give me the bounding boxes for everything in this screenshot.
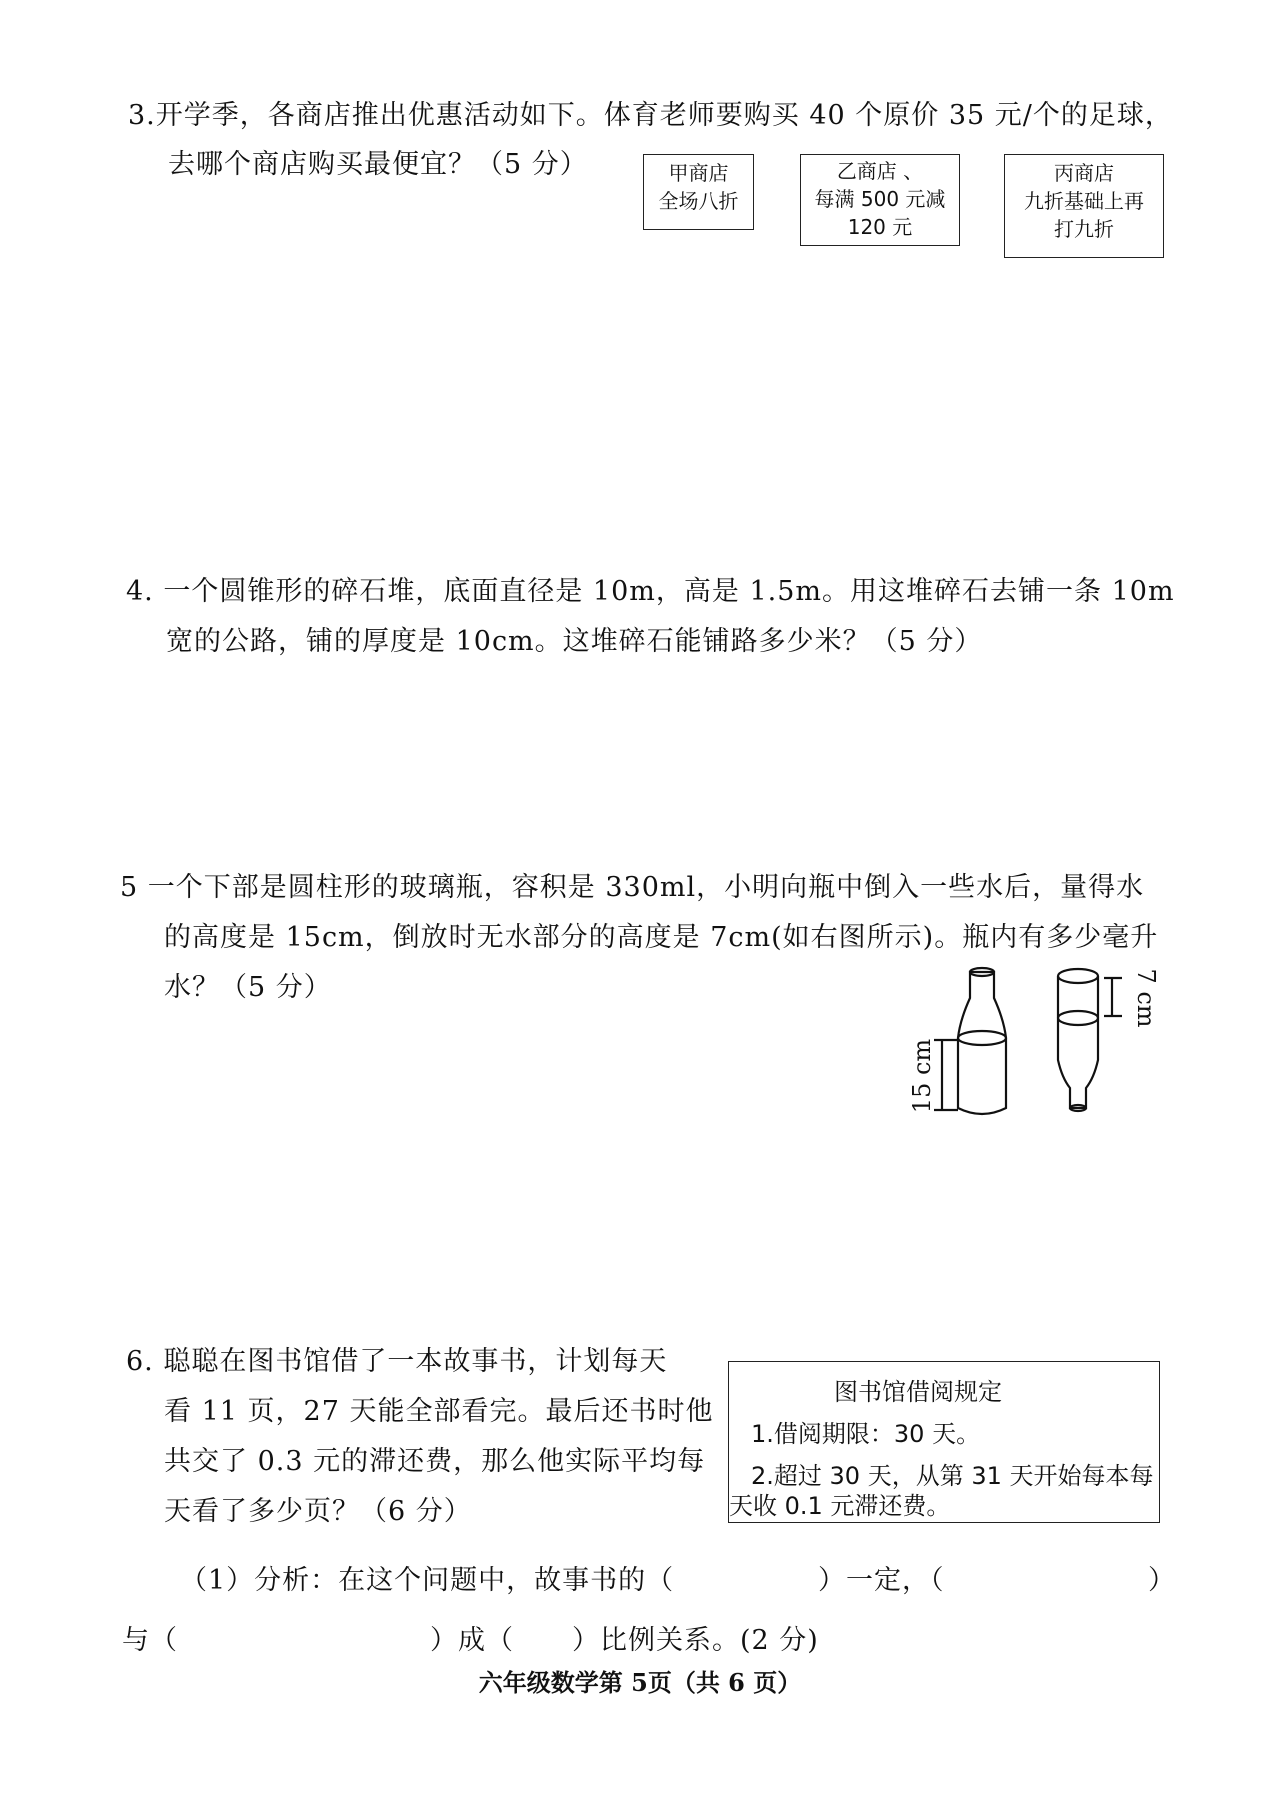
q4-text-line1: 4. 一个圆锥形的碎石堆，底面直径是 10m，高是 1.5m。用这堆碎石去铺一条 10m: [126, 576, 1175, 607]
q3-text-line2: 去哪个商店购买最便宜？（5 分）: [168, 149, 588, 180]
library-rule-3: 天收 0.1 元滞还费。: [729, 1492, 951, 1520]
inverted-water-surface: [1058, 1011, 1098, 1025]
shop-jia-line: 全场八折: [658, 189, 739, 213]
inverted-bottle-outline: [1058, 976, 1098, 1108]
q6-text-line1: 6. 聪聪在图书馆借了一本故事书，计划每天: [126, 1346, 668, 1377]
q6-sub1-part-c: ）: [1148, 1565, 1176, 1596]
q3-text-line1: 3.开学季，各商店推出优惠活动如下。体育老师要购买 40 个原价 35 元/个的足球，: [128, 100, 1173, 131]
q5-text-line2: 的高度是 15cm，倒放时无水部分的高度是 7cm(如右图所示)。瓶内有多少毫升: [164, 922, 1159, 953]
upright-water-surface: [958, 1031, 1006, 1045]
shop-yi-line: 每满 500 元减: [814, 187, 946, 211]
library-rules-box: [728, 1361, 1160, 1523]
inverted-bottle-top: [1058, 969, 1098, 983]
shop-bing-box: [1004, 154, 1164, 258]
library-rules-title: 图书馆借阅规定: [834, 1378, 1002, 1406]
q4-text-line2: 宽的公路，铺的厚度是 10cm。这堆碎石能铺路多少米？（5 分）: [166, 626, 983, 657]
library-rule-1: 1.借阅期限：30 天。: [751, 1420, 981, 1448]
label-15cm: 15 cm: [908, 1038, 936, 1114]
q6-text-line3: 共交了 0.3 元的滞还费，那么他实际平均每: [164, 1446, 706, 1477]
bottles-figure: [890, 958, 1180, 1124]
shop-bing-line: 丙商店: [1054, 161, 1114, 185]
shop-bing-line: 打九折: [1054, 217, 1114, 241]
q6-text-line4: 天看了多少页？（6 分）: [164, 1496, 472, 1527]
library-rule-2: 2.超过 30 天，从第 31 天开始每本每: [751, 1462, 1154, 1490]
shop-yi-line: 120 元: [847, 215, 913, 239]
q6-sub1-part-a: （1）分析：在这个问题中，故事书的（: [180, 1565, 675, 1596]
label-7cm: 7 cm: [1132, 968, 1160, 1028]
shop-jia-line: 甲商店: [668, 161, 729, 185]
shop-yi-box: [800, 154, 960, 246]
shop-jia-box: [643, 154, 754, 230]
q6-sub1-line2-c: ）比例关系。(2 分): [572, 1625, 819, 1656]
page-footer: 六年级数学第 5页（共 6 页）: [478, 1668, 802, 1697]
q5-text-line3: 水？（5 分）: [164, 972, 332, 1003]
shop-yi-line: 乙商店 、: [836, 159, 924, 183]
q6-text-line2: 看 11 页，27 天能全部看完。最后还书时他: [164, 1396, 714, 1427]
shop-bing-line: 九折基础上再: [1024, 189, 1144, 213]
q6-sub1-line2-b: ）成（: [430, 1625, 514, 1656]
q6-sub1-line2-a: 与（: [122, 1625, 178, 1656]
q6-sub1-part-b: ）一定，（: [818, 1565, 945, 1596]
q5-text-line1: 5 一个下部是圆柱形的玻璃瓶，容积是 330ml，小明向瓶中倒入一些水后，量得水: [120, 872, 1145, 903]
